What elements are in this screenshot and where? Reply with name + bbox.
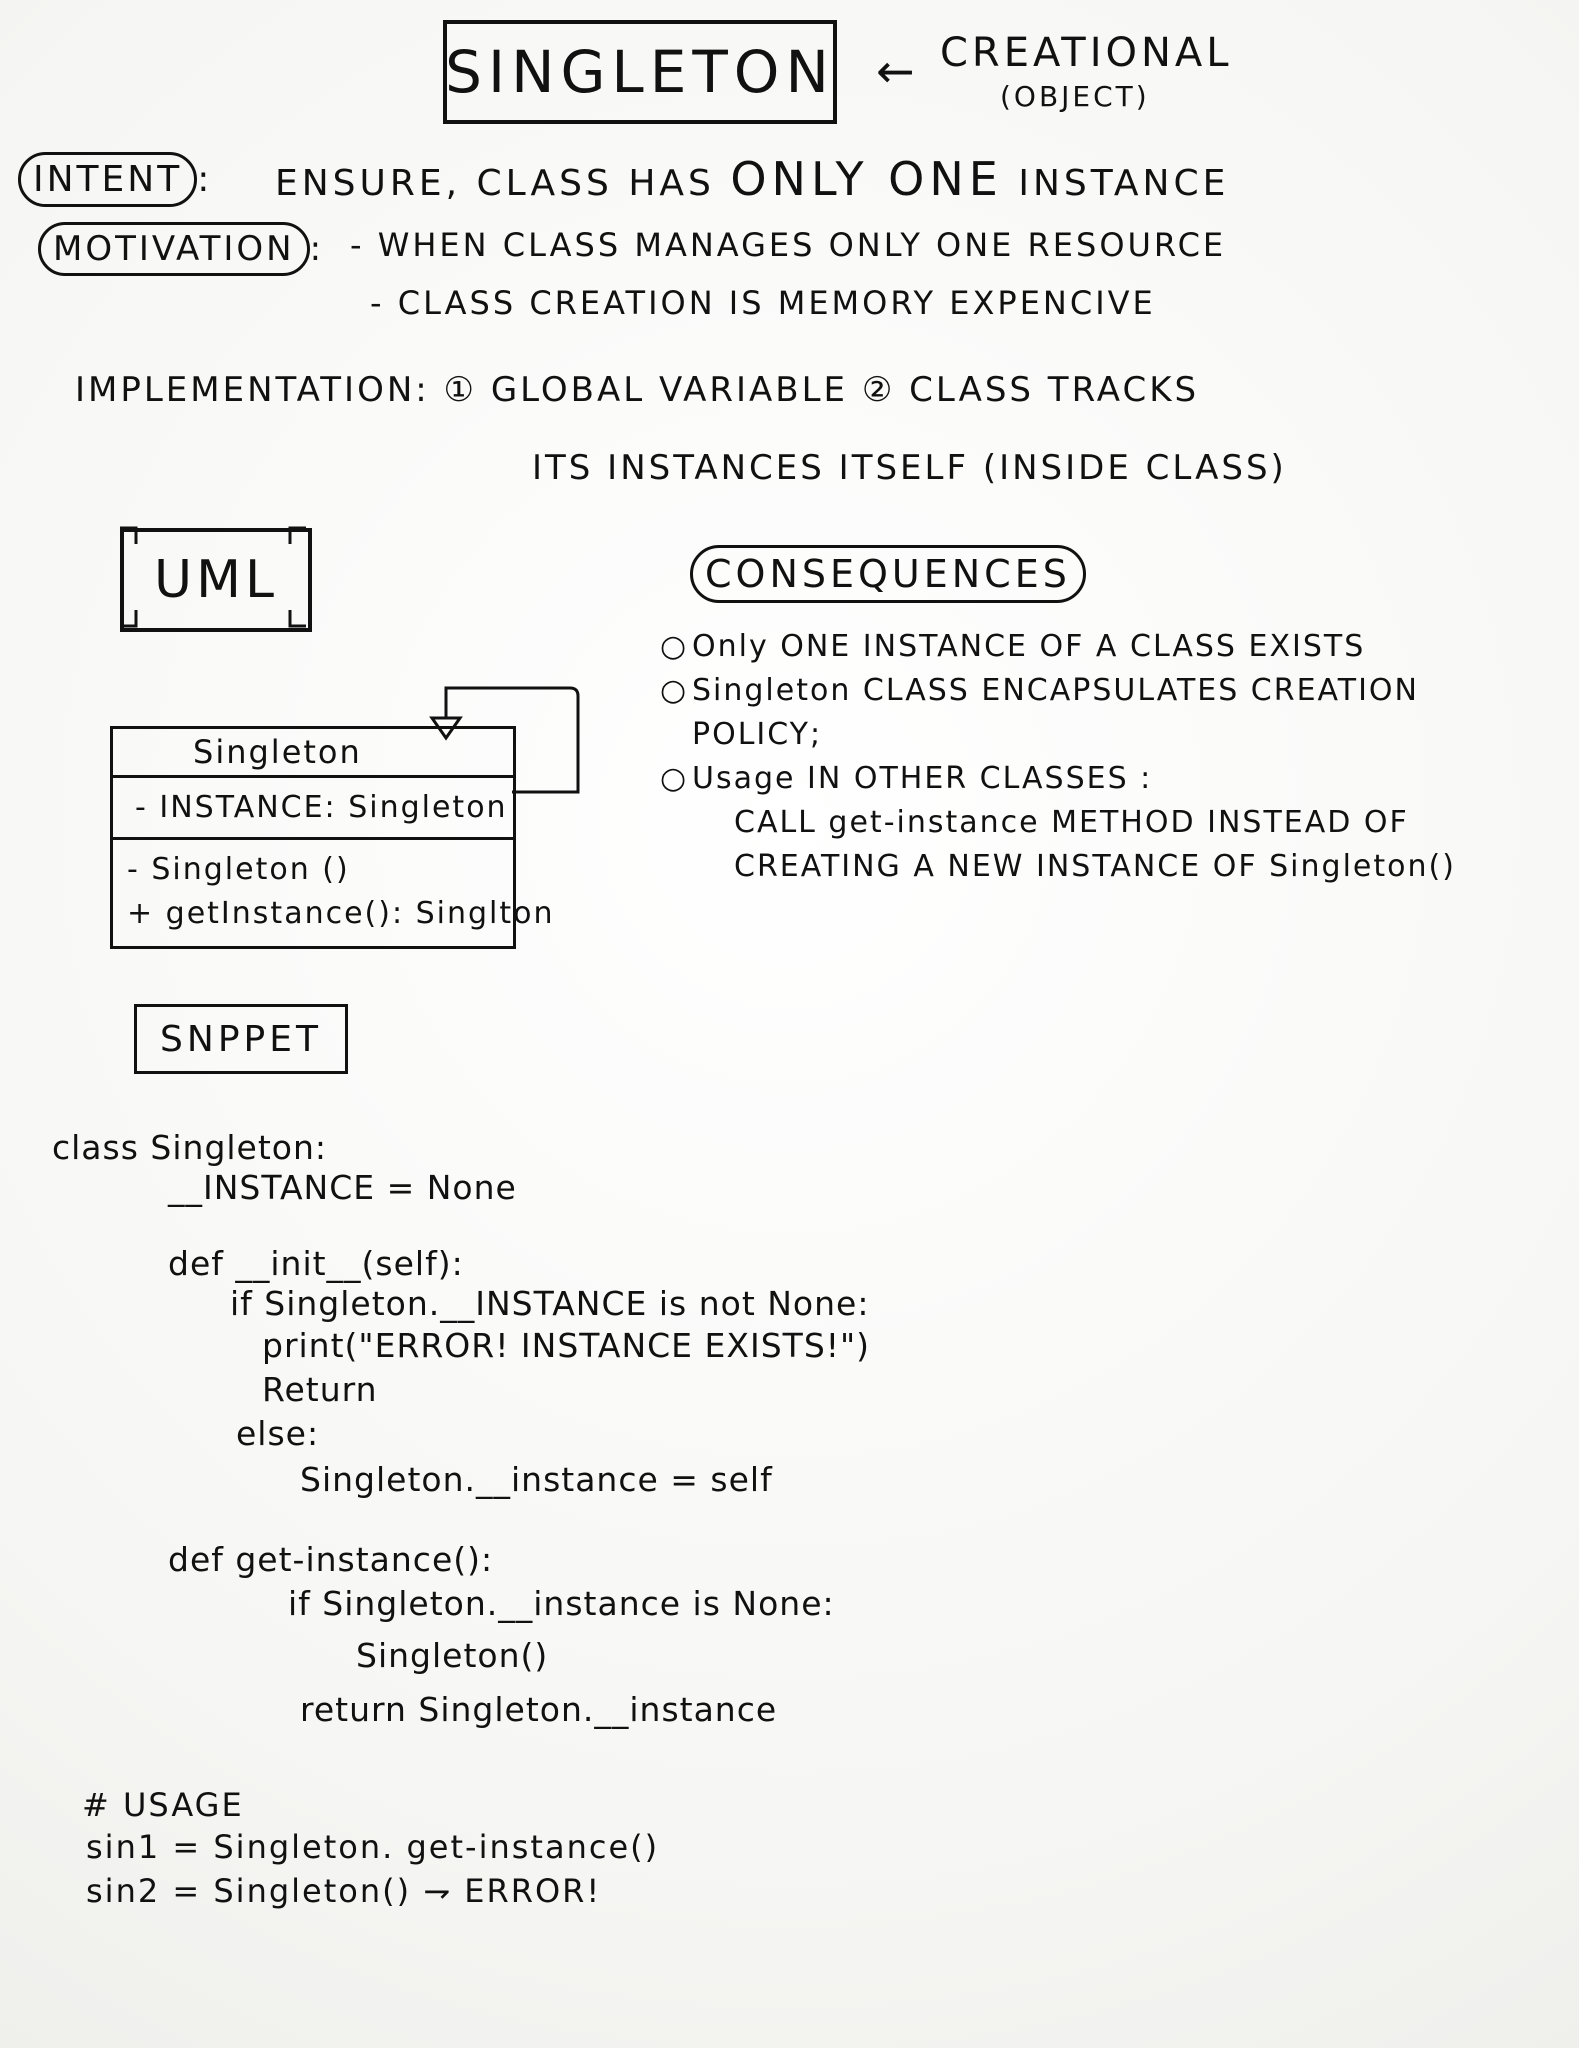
consequences-heading bbox=[690, 545, 1086, 603]
page-title bbox=[443, 20, 837, 124]
implementation-line: IMPLEMENTATION: ① GLOBAL VARIABLE ② CLASS TRACKS bbox=[75, 370, 1200, 410]
list-item: CREATING A NEW INSTANCE OF Singleton() bbox=[734, 849, 1456, 884]
motivation-label: MOTIVATION bbox=[38, 222, 310, 276]
usage-comment: # USAGE bbox=[82, 1786, 244, 1824]
usage-line: sin2 = Singleton() ⇁ ERROR! bbox=[86, 1872, 602, 1910]
category-label: CREATIONAL bbox=[940, 30, 1233, 76]
uml-class-name: Singleton bbox=[113, 729, 513, 778]
list-item: CALL get-instance METHOD INSTEAD OF bbox=[734, 805, 1409, 840]
uml-label: UML bbox=[154, 550, 278, 610]
usage-line: sin1 = Singleton. get-instance() bbox=[86, 1828, 660, 1866]
list-item: ○ Only ONE INSTANCE OF A CLASS EXISTS bbox=[660, 625, 1456, 669]
code-line: Return bbox=[262, 1370, 378, 1409]
motivation-heading bbox=[38, 222, 324, 276]
uml-operations bbox=[113, 840, 555, 946]
arrow-left-icon: ← bbox=[876, 44, 915, 98]
motivation-item: - WHEN CLASS MANAGES ONLY ONE RESOURCE bbox=[350, 226, 1227, 264]
code-line: if Singleton.__instance is None: bbox=[288, 1584, 835, 1623]
intent-colon: : bbox=[197, 159, 213, 200]
motivation-item: - CLASS CREATION IS MEMORY EXPENCIVE bbox=[370, 284, 1156, 322]
intent-text-b: ONLY ONE bbox=[730, 152, 1003, 206]
list-item: ○ Usage IN OTHER CLASSES : bbox=[660, 757, 1456, 801]
motivation-colon: : bbox=[309, 229, 325, 269]
implementation-line: ITS INSTANCES ITSELF (INSIDE CLASS) bbox=[532, 448, 1287, 488]
code-line: __INSTANCE = None bbox=[168, 1168, 517, 1207]
intent-text bbox=[275, 152, 1229, 206]
code-line: return Singleton.__instance bbox=[300, 1690, 778, 1729]
scope-label: (OBJECT) bbox=[1000, 80, 1150, 113]
code-line: Singleton() bbox=[356, 1636, 549, 1675]
self-association-arrow bbox=[380, 680, 600, 820]
intent-text-c: INSTANCE bbox=[1018, 163, 1230, 204]
consequences-label: CONSEQUENCES bbox=[690, 545, 1086, 603]
snippet-label: SNPPET bbox=[160, 1018, 322, 1060]
intent-label: INTENT bbox=[18, 152, 197, 207]
uml-operation: + getInstance(): Singlton bbox=[127, 896, 555, 931]
bullet-icon: ○ bbox=[660, 761, 689, 796]
bullet-icon: ○ bbox=[660, 629, 689, 664]
list-item: ○ Singleton CLASS ENCAPSULATES CREATION bbox=[660, 669, 1456, 713]
code-line: def get-instance(): bbox=[168, 1540, 494, 1579]
code-line: Singleton.__instance = self bbox=[300, 1460, 773, 1499]
code-line: def __init__(self): bbox=[168, 1244, 464, 1283]
code-line: else: bbox=[236, 1414, 320, 1453]
uml-corner-marks bbox=[116, 524, 310, 630]
list-item: POLICY; bbox=[692, 717, 823, 752]
intent-heading bbox=[18, 152, 212, 207]
uml-attribute: - INSTANCE: Singleton bbox=[113, 778, 513, 840]
code-line: if Singleton.__INSTANCE is not None: bbox=[230, 1284, 870, 1323]
code-line: class Singleton: bbox=[52, 1128, 328, 1167]
title-text: SINGLETON bbox=[445, 38, 835, 106]
snippet-heading bbox=[134, 1004, 348, 1074]
bullet-icon: ○ bbox=[660, 673, 689, 708]
code-line: print("ERROR! INSTANCE EXISTS!") bbox=[262, 1326, 871, 1365]
uml-operation: - Singleton () bbox=[127, 852, 350, 887]
intent-text-a: ENSURE, CLASS HAS bbox=[275, 163, 715, 204]
consequences-list bbox=[660, 625, 1456, 889]
